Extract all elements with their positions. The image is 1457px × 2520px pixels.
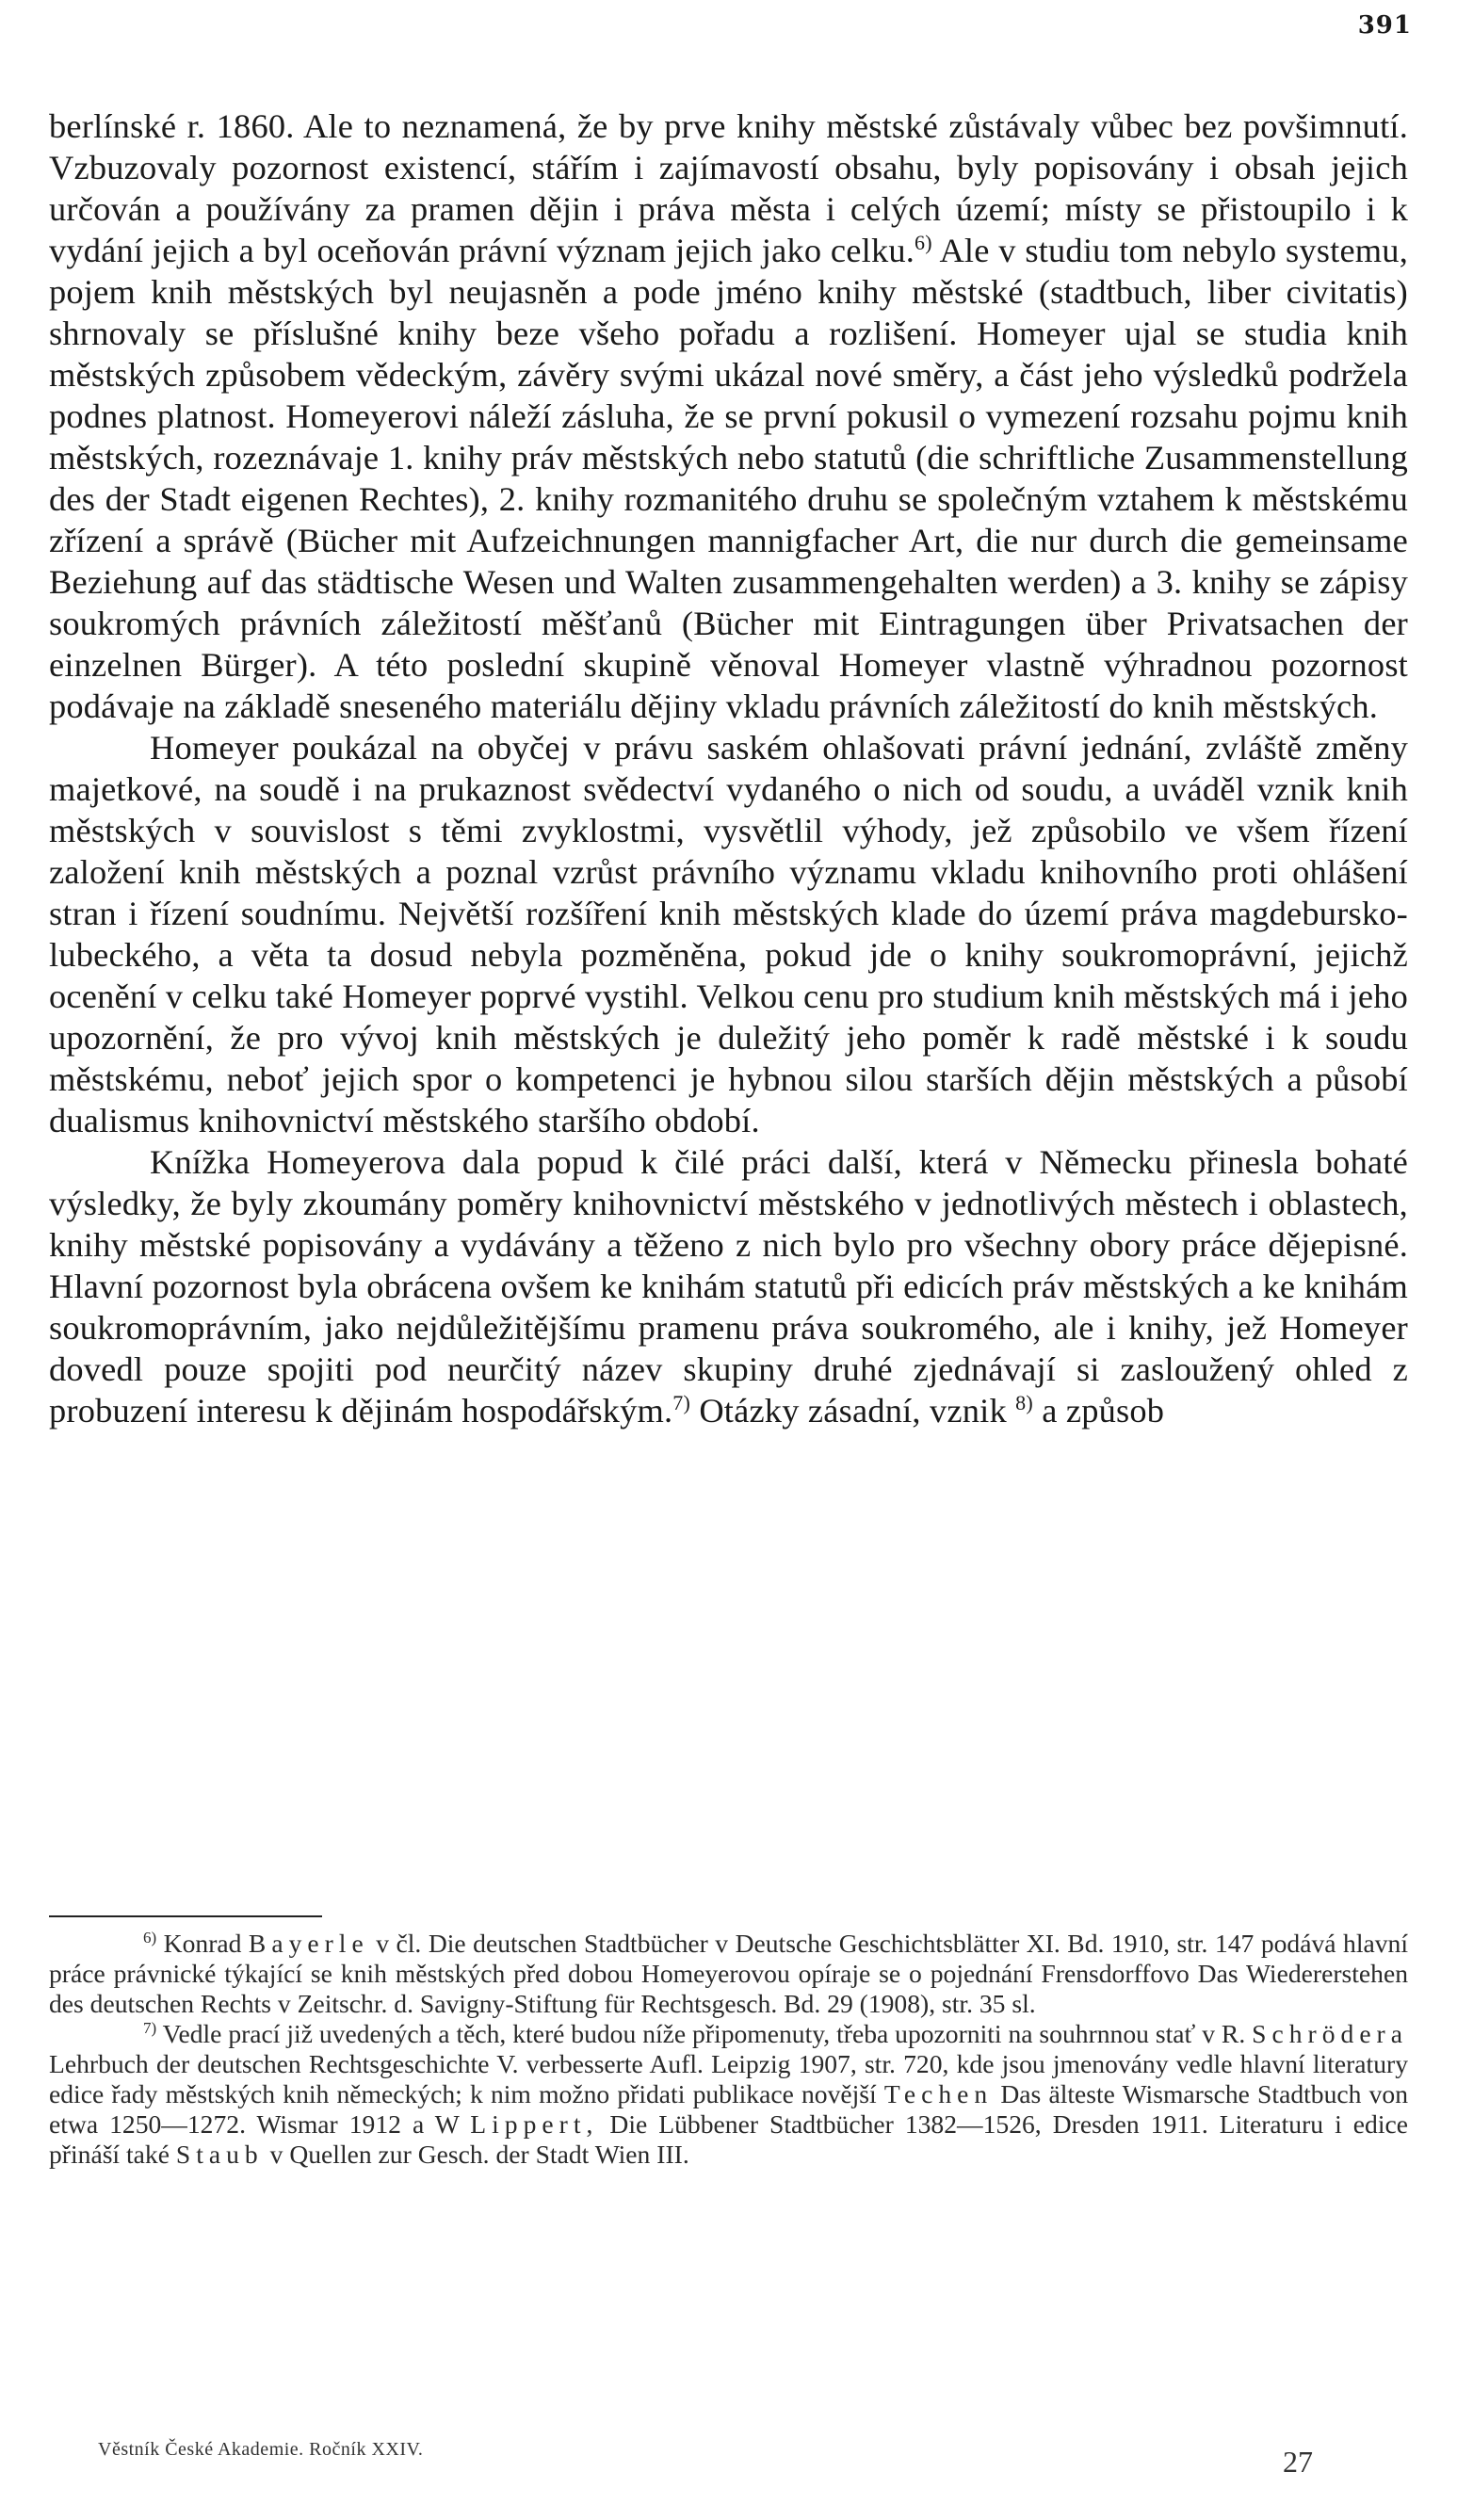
text-run: berlínské r. 1860. Ale to neznamená, že by prve knihy městské zůstávaly vůbec bez povšimnutí. Vzbuzovaly pozornost existencí, stářím i zajímavostí obsahu, byly popisovány i obsah jejich určován a používány za pramen dějin i práva města i celých území; místy se přistoupilo i k vydání jejich a byl oceňován právní význam jejich jako celku. — [49, 107, 1408, 269]
text-run: v Quellen zur Gesch. der Stadt Wien III. — [263, 2140, 689, 2169]
text-run: v čl. Die deutschen Stadtbücher v Deutsche Geschichtsblätter XI. Bd. 1910, str. 147 podává hlavní práce právnické týkající se knih městských před dobou Homeyerovou opíraje se o pojednání Frensdorffovo Das Wiedererstehen des deutschen Rechts v Zeitschr. d. Savigny-Stiftung für Rechtsgesch. Bd. 29 (1908), str. 35 sl. — [49, 1929, 1408, 2018]
author-name: Lippert, — [470, 2109, 599, 2139]
paragraph — [49, 727, 1408, 1141]
footnote-marker: 6) — [915, 230, 932, 254]
text-run: Konrad — [156, 1929, 249, 1958]
text-run: Lehrbuch der deutschen Rechtsgeschichte V. verbesserte Aufl. Leipzig 1907, str. 720, kde jsou jmenovány vedle hlavní literatury edice řady městských knih německých; k nim možno přidati publikace novější — [49, 2049, 1408, 2108]
footnote-marker: 8) — [1015, 1390, 1033, 1414]
page-number: 391 — [1357, 11, 1412, 40]
footnote-marker: 7) — [672, 1390, 691, 1414]
footnote-separator — [49, 1915, 322, 1917]
author-name: Schrödera — [1252, 2019, 1408, 2048]
footnote — [49, 1929, 1408, 2019]
text-run: Knížka Homeyerova dala popud k čilé práci další, která v Německu přinesla bohaté výsledky, že byly zkoumány poměry knihovnictví městského v jednotlivých městech i oblastech, knihy městské popisovány a vydávány a těženo z nich bylo pro všechny obory práce dějepisné. Hlavní pozornost byla obrácena ovšem ke knihám statutů při edicích práv městských a ke knihám soukromoprávním, jako nejdůležitějšímu pramenu práva soukromého, ale i knihy, jež Homeyer dovedl pouze spojiti pod neurčitý název skupiny druhé zjednávají si zasloužený ohled z probuzení interesu k dějinám hospodářským. — [49, 1143, 1408, 1430]
text-run: Ale v studiu tom nebylo systemu, pojem knih městských byl neujasněn a pode jméno knihy městské (stadtbuch, liber civitatis) shrnovaly se příslušné knihy beze všeho pořadu a rozlišení. Homeyer ujal se studia knih městských způsobem vědeckým, závěry svými ukázal nové směry, a část jeho výsledků podržela podnes platnost. Homeyerovi náleží zásluha, že se první pokusil o vymezení rozsahu pojmu knih městských, rozeznávaje 1. knihy práv městských nebo statutů (die schriftliche Zusammenstellung des der Stadt eigenen Rechtes), 2. knihy rozmanitého druhu se společným vztahem k městskému zřízení a správě (Bücher mit Aufzeichnungen mannigfacher Art, die nur durch die gemeinsame Beziehung auf das städtische Wesen und Walten zusammengehalten werden) a 3. knihy se zápisy soukromých právních záležitostí měšťanů (Bücher mit Eintragungen über Privatsachen der einzelnen Bürger). A této poslední skupině věnoval Homeyer vlastně výhradnou pozornost podávaje na základě sneseného materiálu dějiny vkladu právních záležitostí do knih městských. — [49, 232, 1409, 725]
journal-footer: Věstník České Akademie. Ročník XXIV. — [98, 2439, 424, 2460]
author-name: Techen — [883, 2079, 994, 2108]
paragraph — [49, 105, 1408, 727]
main-text — [49, 105, 1408, 1431]
text-run: Die Lübbener Stadtbücher 1382—1526, Dresden 1911. Literaturu i edice přináší také — [49, 2109, 1408, 2169]
footnotes — [49, 1929, 1408, 2170]
footnote-marker: 6) — [143, 1928, 157, 1947]
footnote — [49, 2019, 1408, 2170]
paragraph — [49, 1141, 1408, 1431]
footnote-marker: 7) — [143, 2018, 157, 2037]
author-name: Staub — [175, 2140, 264, 2169]
text-run: Das älteste Wismarsche Stadtbuch von etwa 1250—1272. Wismar 1912 a W — [49, 2079, 1408, 2139]
text-run: Homeyer poukázal na obyčej v právu saském ohlašovati právní jednání, zvláště změny majetkové, na soudě i na prukaznost svědectví vydaného o nich od soudu, a uváděl vznik knih městských v souvislost s těmi zvyklostmi, vysvětlil výhody, jež způsobilo ve všem řízení založení knih městských a poznal vzrůst právního významu vkladu knihovního proti ohlášení stran i řízení soudnímu. Největší rozšíření knih městských klade do území práva magdebursko-lubeckého, a věta ta dosud nebyla pozměněna, pokud jde o knihy soukromoprávní, jejichž ocenění v celku také Homeyer poprvé vystihl. Velkou cenu pro studium knih městských má i jeho upozornění, že pro vývoj knih městských je duležitý jeho poměr k radě městské i k soudu městskému, neboť jejich spor o kompetenci je hybnou silou starších dějin městských a působí dualismus knihovnictví městského staršího období. — [49, 729, 1408, 1139]
text-run: Otázky zásadní, vznik — [690, 1392, 1016, 1430]
author-name: Bayerle — [248, 1929, 369, 1958]
text-run: a způsob — [1032, 1392, 1165, 1430]
signature-mark: 27 — [1283, 2445, 1313, 2479]
text-run: Vedle prací již uvedených a těch, které budou níže připomenuty, třeba upozorniti na souhrnnou stať v R. — [156, 2019, 1253, 2048]
